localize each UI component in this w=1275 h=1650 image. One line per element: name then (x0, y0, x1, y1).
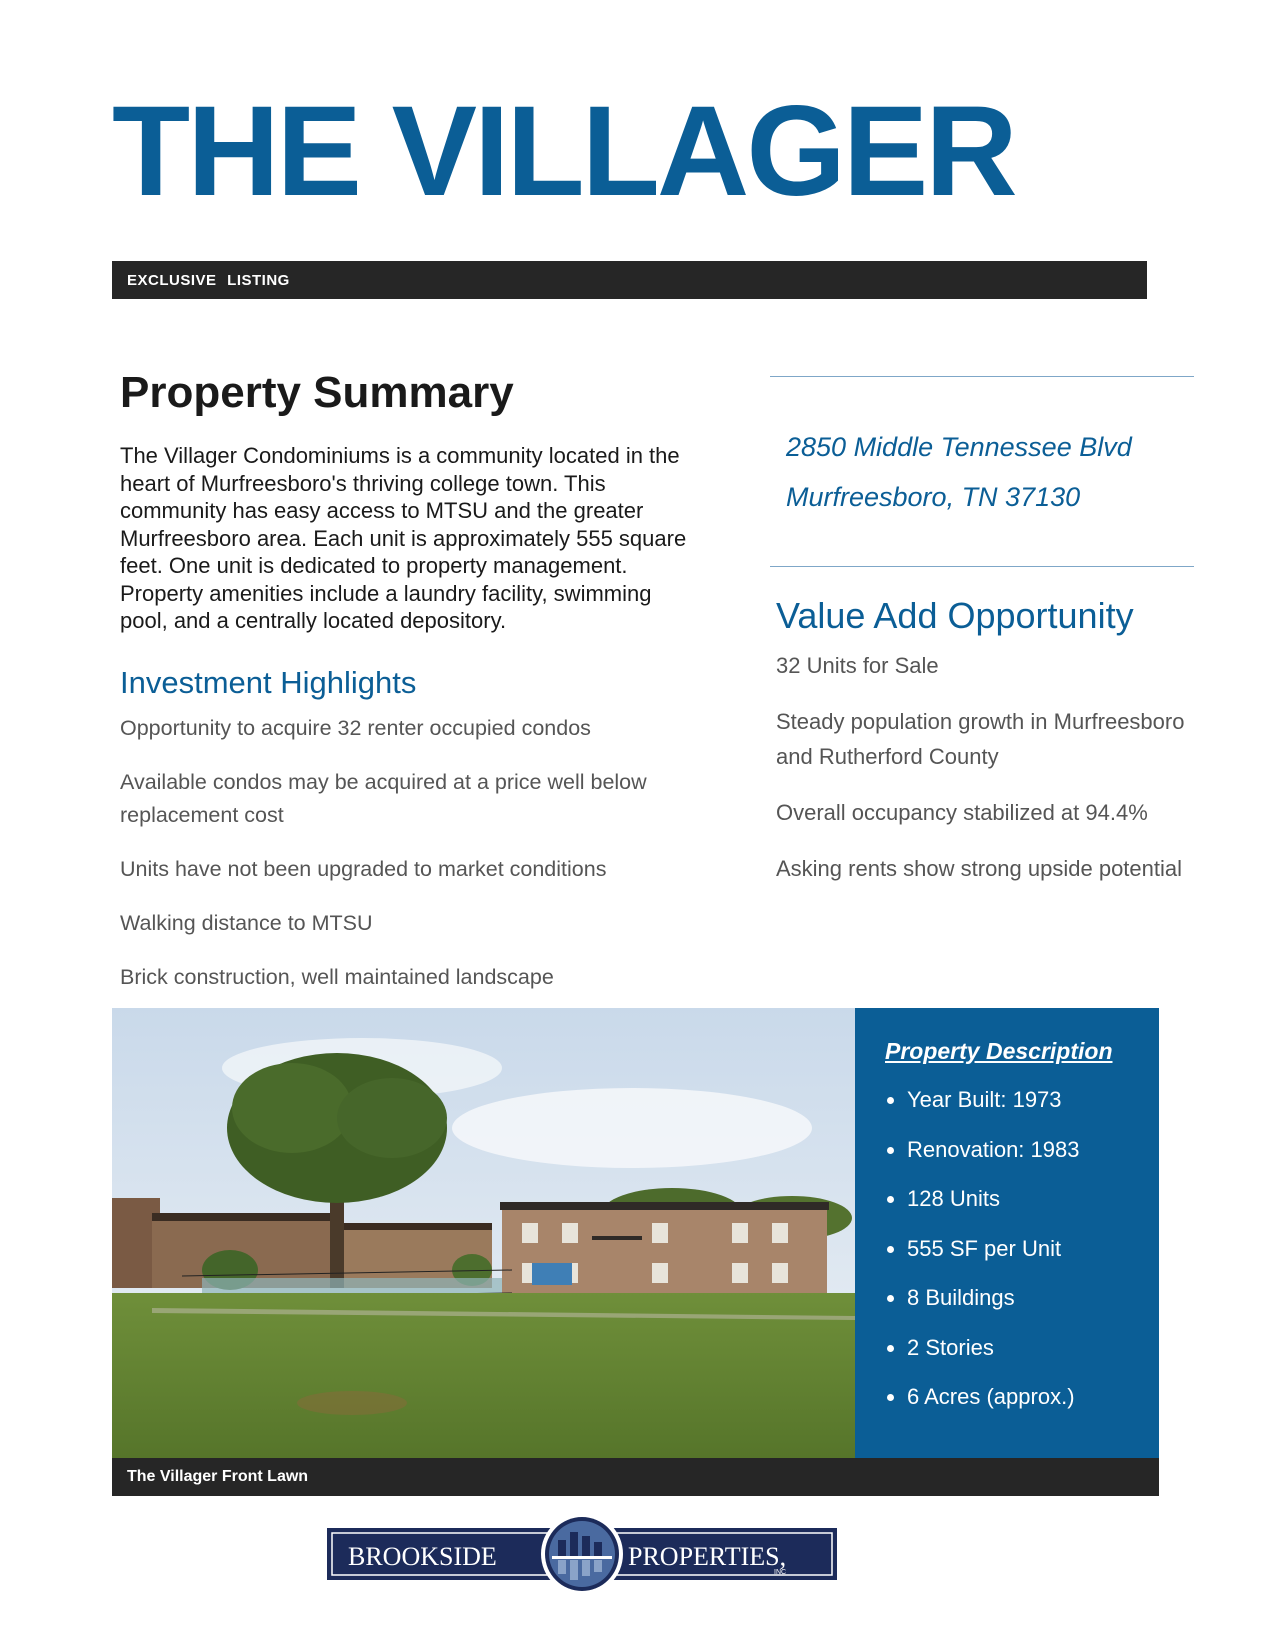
list-item: Overall occupancy stabilized at 94.4% (776, 800, 1148, 825)
property-description-list (885, 1086, 1079, 1433)
property-description-title: Property Description (885, 1038, 1113, 1064)
logo-graphic (326, 1512, 838, 1596)
list-item: • Year Built: 1973 (907, 1086, 1079, 1114)
list-item: • 555 SF per Unit (907, 1235, 1079, 1263)
brookside-logo (326, 1512, 838, 1596)
list-item: • 8 Buildings (907, 1284, 1079, 1312)
exclusive-listing-banner (112, 261, 1147, 299)
list-item: Walking distance to MTSU (120, 911, 373, 935)
investment-highlights-list (120, 712, 700, 1015)
address-line-2: Murfreesboro, TN 37130 (786, 482, 1081, 512)
logo-right-word: PROPERTIES, (628, 1542, 787, 1571)
property-photo (112, 1008, 855, 1458)
list-item: Units have not been upgraded to market conditions (120, 857, 607, 881)
address-divider-bottom (770, 566, 1194, 567)
address-divider-top (770, 376, 1194, 377)
list-item: Asking rents show strong upside potential (776, 856, 1183, 881)
list-item: Steady population growth in Murfreesboro and Rutherford County (776, 709, 1185, 769)
photo-caption: The Villager Front Lawn (127, 1468, 309, 1485)
page-title: THE VILLAGER (112, 80, 1015, 223)
address-line-1: 2850 Middle Tennessee Blvd (786, 432, 1132, 462)
list-item: Available condos may be acquired at a price well below replacement cost (120, 770, 647, 827)
value-add-heading: Value Add Opportunity (776, 595, 1134, 636)
logo-suffix: INC (774, 1569, 787, 1576)
list-item: Opportunity to acquire 32 renter occupied condos (120, 716, 591, 740)
list-item: • Renovation: 1983 (907, 1136, 1079, 1164)
property-summary-heading: Property Summary (120, 368, 514, 417)
list-item: • 6 Acres (approx.) (907, 1383, 1079, 1411)
banner-label: EXCLUSIVE LISTING (127, 272, 290, 289)
list-item: Brick construction, well maintained landscape (120, 965, 554, 989)
list-item: • 2 Stories (907, 1334, 1079, 1362)
property-description-panel (855, 1008, 1159, 1458)
list-item: • 128 Units (907, 1185, 1079, 1213)
investment-highlights-heading: Investment Highlights (120, 665, 417, 700)
list-item: 32 Units for Sale (776, 653, 939, 678)
logo-left-word: BROOKSIDE (348, 1542, 497, 1571)
property-summary-text: The Villager Condominiums is a community located in the heart of Murfreesboro's thriving college town. This community has easy access to MTSU and the greater Murfreesboro area. Each unit is approximately 555 square feet. One unit is dedicated to property management. Property amenities include a laundry facility, swimming pool, and a centrally located depository. (120, 443, 687, 633)
front-lawn-illustration (112, 1008, 855, 1458)
value-add-list (776, 648, 1196, 907)
photo-caption-bar (112, 1458, 1159, 1496)
